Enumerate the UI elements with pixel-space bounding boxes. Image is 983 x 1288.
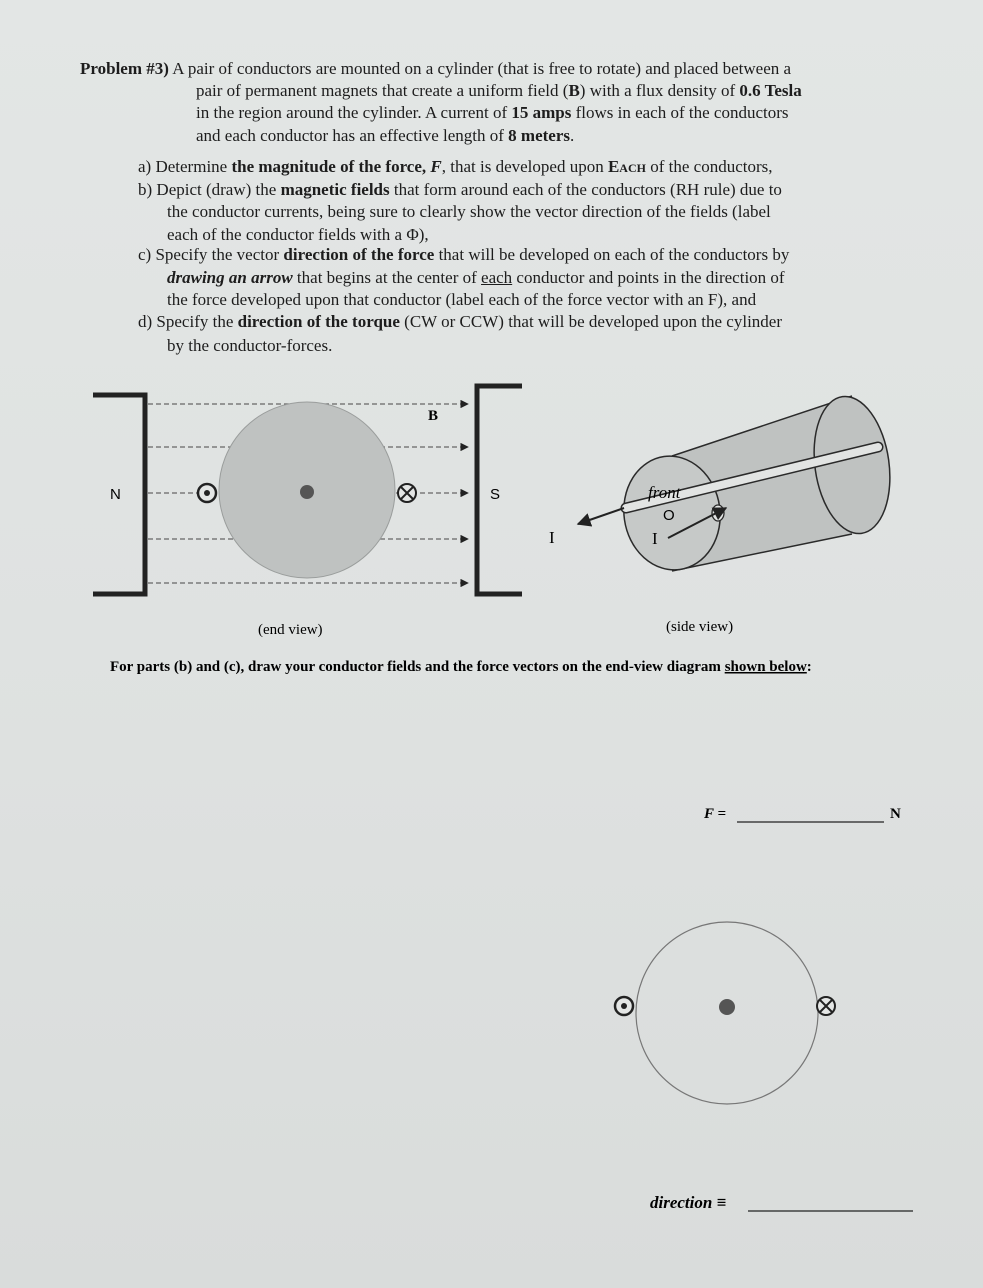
instruction-underlined: shown below	[724, 659, 807, 675]
answer-diagram	[615, 922, 835, 1104]
part-c-bold-italic: drawing an arrow	[167, 268, 293, 287]
direction-answer-label: direction ≡	[650, 1193, 727, 1212]
part-a-F: F	[430, 157, 442, 176]
current-label-right: I	[652, 529, 658, 548]
part-b-line-2: the conductor currents, being sure to clearly show the vector direction of the fields (label	[167, 202, 771, 221]
problem-text-2a: pair of permanent magnets that create a uniform field (	[196, 81, 569, 100]
part-a-text-1: Determine	[151, 157, 232, 176]
part-d-bold: direction of the torque	[237, 312, 400, 331]
field-symbol-B: B	[568, 81, 580, 100]
problem-text-3b: flows in each of the conductors	[571, 103, 789, 122]
conductor-dot-icon	[204, 490, 210, 496]
cylinder-axle	[300, 485, 314, 499]
part-a-each: Each	[607, 157, 646, 176]
part-a-text-3: of the conductors,	[645, 157, 773, 176]
part-c-each: each	[481, 268, 513, 287]
part-b-text-2: that form around each of the conductors (RH rule) due to	[389, 180, 782, 199]
force-answer-label: F =	[704, 806, 727, 822]
part-c-text-1: Specify the vector	[151, 245, 284, 264]
length-value: 8 meters	[508, 126, 570, 145]
answer-conductor-dot-icon	[621, 1003, 627, 1009]
side-view-caption: (side view)	[666, 619, 734, 635]
part-b-text-1: Depict (draw) the	[152, 180, 281, 199]
instruction	[110, 659, 812, 675]
side-view-diagram	[549, 392, 898, 635]
problem-number: Problem #3)	[80, 59, 169, 78]
part-c-line-3: the force developed upon that conductor (label each of the force vector with an F), and	[167, 290, 757, 309]
part-d-text-2: (CW or CCW) that will be developed upon the cylinder	[399, 312, 782, 331]
answer-axle	[719, 999, 735, 1015]
instruction-colon: :	[806, 659, 812, 675]
end-view-caption: (end view)	[258, 622, 323, 638]
current-arrow-left	[578, 508, 624, 524]
front-mark: O	[663, 507, 675, 524]
problem-text-4a: and each conductor has an effective length of	[196, 126, 509, 145]
part-c-bold: direction of the force	[283, 245, 435, 264]
part-b-line-3: each of the conductor fields with a Φ),	[167, 225, 429, 244]
end-view-diagram	[93, 386, 522, 638]
part-c-label: c)	[138, 245, 152, 264]
part-b-label: b)	[138, 180, 153, 199]
part-b-bold: magnetic fields	[280, 180, 390, 199]
problem-text-3a: in the region around the cylinder. A current of	[196, 103, 512, 122]
current-value: 15 amps	[511, 103, 572, 122]
problem-text-2b: ) with a flux density of	[579, 81, 740, 100]
current-label-left: I	[549, 528, 555, 547]
part-a-label: a)	[138, 157, 152, 176]
force-unit: N	[890, 806, 901, 822]
part-c-text-3: that begins at the center of	[292, 268, 482, 287]
instruction-text: For parts (b) and (c), draw your conductor fields and the force vectors on the end-view diagram	[110, 659, 725, 675]
part-d-line-2: by the conductor-forces.	[167, 336, 333, 355]
north-label: N	[110, 486, 121, 503]
part-d-label: d)	[138, 312, 153, 331]
flux-density-value: 0.6 Tesla	[739, 81, 802, 100]
part-d-text-1: Specify the	[152, 312, 238, 331]
problem-text-1: A pair of conductors are mounted on a cylinder (that is free to rotate) and placed between a	[172, 59, 792, 78]
south-label: S	[490, 486, 501, 503]
part-a-bold: the magnitude of the force,	[231, 157, 431, 176]
problem-text-4b: .	[570, 126, 575, 145]
part-a-text-2: , that is developed upon	[441, 157, 608, 176]
field-label-B: B	[428, 408, 439, 424]
front-label: front	[648, 483, 681, 502]
part-c-text-4: conductor and points in the direction of	[512, 268, 785, 287]
part-c-text-2: that will be developed on each of the conductors by	[434, 245, 790, 264]
